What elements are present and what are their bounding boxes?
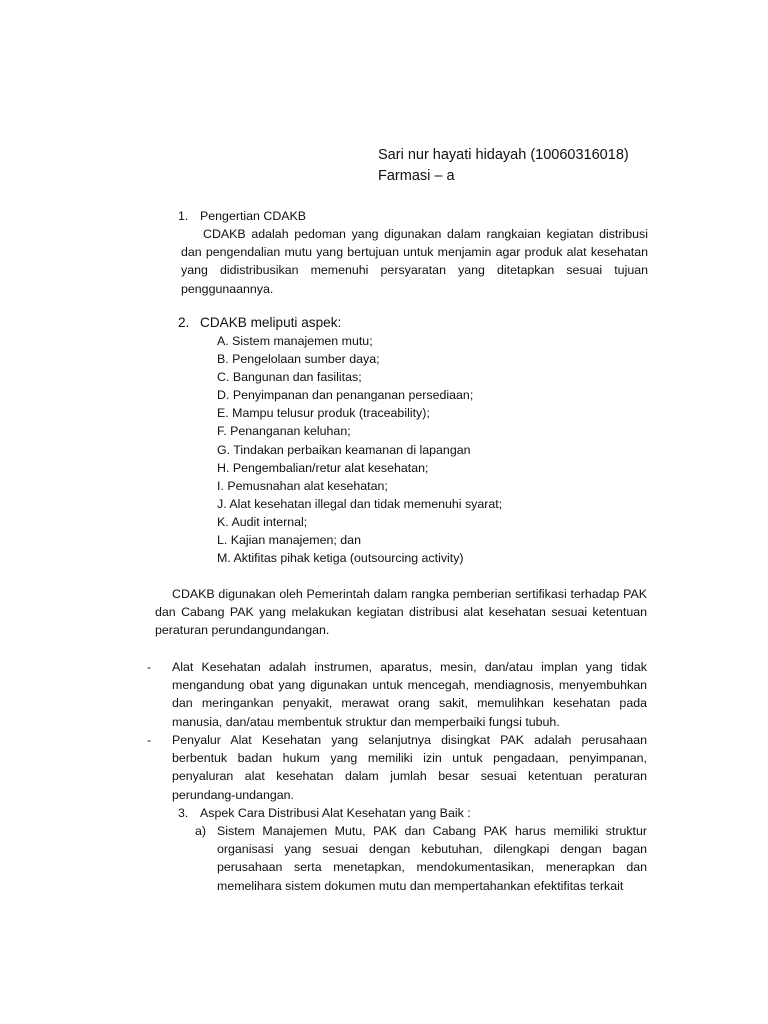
aspect-item: F. Penanganan keluhan; — [217, 424, 351, 439]
section-1-number: 1. — [178, 209, 189, 223]
section-1-heading: Pengertian CDAKB — [200, 209, 307, 223]
aspect-item: L. Kajian manajemen; dan — [217, 533, 361, 548]
definition-bullet: - — [147, 660, 152, 674]
section-3-number: 3. — [178, 806, 189, 820]
author-class: Farmasi – a — [378, 168, 455, 184]
cdakb-usage-paragraph: CDAKB digunakan oleh Pemerintah dalam rangka pemberian sertifikasi terhadap PAK dan Cabang PAK yang melakukan kegiatan distribusi alat kesehatan sesuai ketentuan peraturan perundangundangan. — [155, 587, 647, 638]
section-3-heading: Aspek Cara Distribusi Alat Kesehatan yang Baik : — [200, 806, 471, 820]
section-2-heading: CDAKB meliputi aspek: — [200, 315, 342, 330]
aspect-item: K. Audit internal; — [217, 514, 308, 529]
aspect-item: C. Bangunan dan fasilitas; — [217, 370, 362, 385]
aspect-item: A. Sistem manajemen mutu; — [217, 334, 373, 348]
aspect-list — [217, 332, 502, 567]
aspect-item: H. Pengembalian/retur alat kesehatan; — [217, 460, 429, 475]
author-name: Sari nur hayati hidayah (10060316018) — [378, 147, 629, 163]
section-2-number: 2. — [178, 315, 190, 330]
section-1-paragraph: CDAKB adalah pedoman yang digunakan dalam rangkaian kegiatan distribusi dan pengendalian mutu yang bertujuan untuk menjamin agar produk alat kesehatan yang didistribusikan memenuhi persyaratan yang ditetapkan sesuai tujuan penggunaannya. — [181, 227, 648, 296]
aspect-item: M. Aktifitas pihak ketiga (outsourcing activity) — [217, 551, 464, 566]
aspect-item: D. Penyimpanan dan penanganan persediaan; — [217, 388, 474, 403]
aspect-item: G. Tindakan perbaikan keamanan di lapangan — [217, 442, 471, 457]
definition-alat-kesehatan: Alat Kesehatan adalah instrumen, aparatus, mesin, dan/atau implan yang tidak mengandung obat yang digunakan untuk mencegah, mendiagnosis, menyembuhkan dan meringankan penyakit, merawat orang sakit, memulihkan kesehatan pada manusia, dan/atau membentuk struktur dan memperbaiki fungsi tubuh. — [172, 660, 647, 729]
section-3-sub-text: Sistem Manajemen Mutu, PAK dan Cabang PAK harus memiliki struktur organisasi yang sesuai dengan kebutuhan, dilengkapi dengan bagan perusahaan serta menetapkan, mendokumentasikan, menerapkan dan memelihara sistem dokumen mutu dan mempertahankan efektifitas terkait — [217, 824, 647, 893]
author-block — [378, 145, 629, 187]
definition-bullet: - — [147, 733, 152, 747]
aspect-item: J. Alat kesehatan illegal dan tidak memenuhi syarat; — [217, 496, 503, 511]
aspect-item: E. Mampu telusur produk (traceability); — [217, 406, 430, 421]
section-3-sub-label: a) — [195, 824, 207, 838]
aspect-item: B. Pengelolaan sumber daya; — [217, 352, 380, 367]
definition-pak: Penyalur Alat Kesehatan yang selanjutnya disingkat PAK adalah perusahaan berbentuk badan hukum yang memiliki izin untuk pengadaan, penyimpanan, penyaluran alat kesehatan dalam jumlah besar sesuai ketentuan peraturan perundang-undangan. — [172, 733, 647, 802]
aspect-item: I. Pemusnahan alat kesehatan; — [217, 478, 388, 493]
